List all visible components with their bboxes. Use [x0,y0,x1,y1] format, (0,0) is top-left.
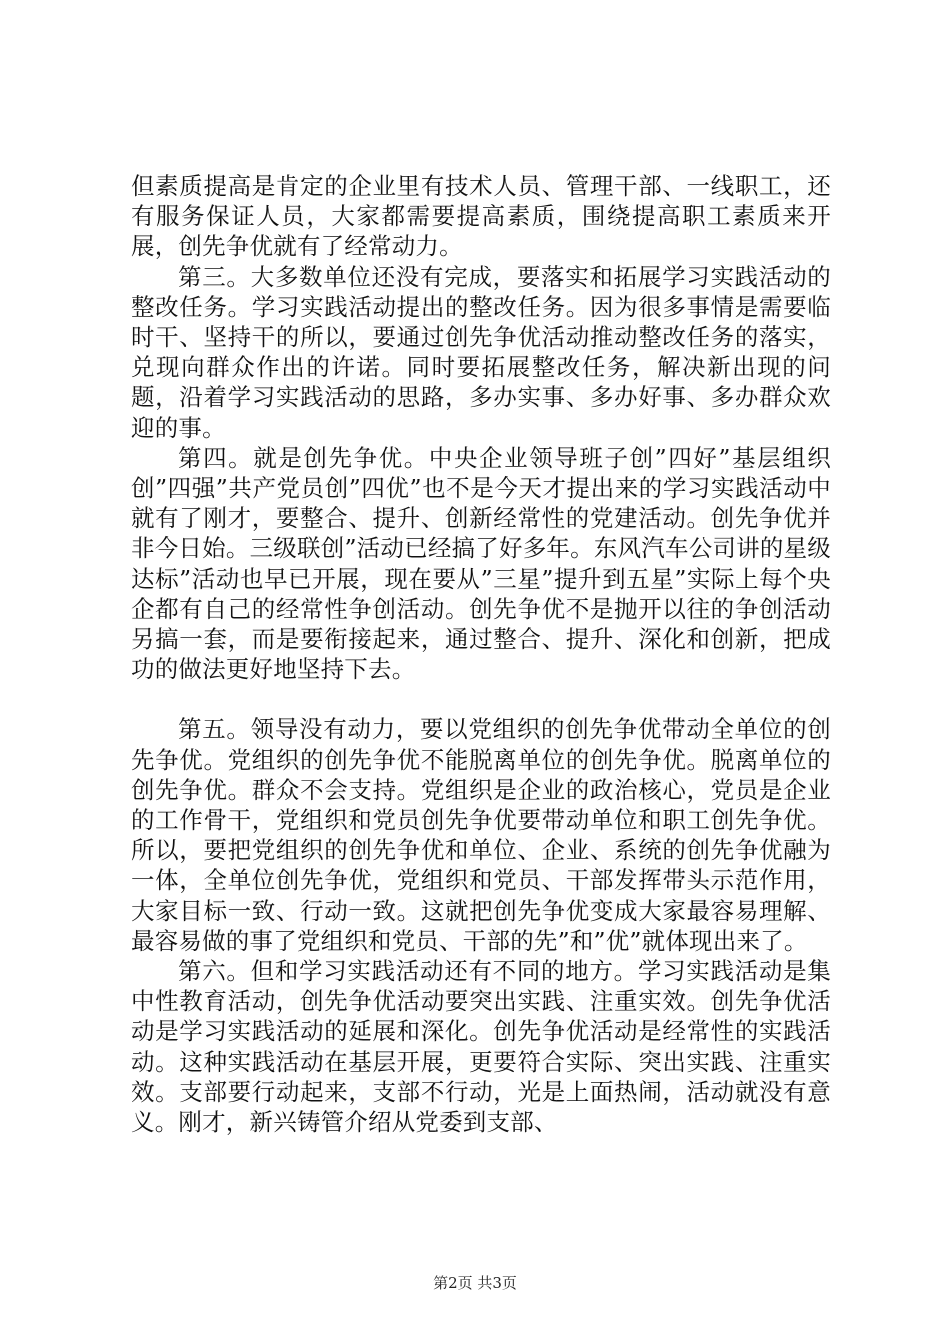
paragraph-third-point: 第三。大多数单位还没有完成，要落实和拓展学习实践活动的整改任务。学习实践活动提出的整改任务。因为很多事情是需要临时干、坚持干的所以，要通过创先争优活动推动整改任务的落实，兑现向群众作出的许诺。同时要拓展整改任务，解决新出现的问题，沿着学习实践活动的思路，多办实事、多办好事、多办群众欢迎的事。 [131,262,831,442]
document-body [131,171,831,1137]
page-number-footer: 第2页 共3页 [433,1274,517,1292]
paragraph-continuation: 但素质提高是肯定的企业里有技术人员、管理干部、一线职工，还有服务保证人员，大家都需要提高素质，围绕提高职工素质来开展，创先争优就有了经常动力。 [131,172,831,261]
paragraph-spacer [131,684,831,714]
paragraph-fifth-point: 第五。领导没有动力，要以党组织的创先争优带动全单位的创先争优。党组织的创先争优不能脱离单位的创先争优。脱离单位的创先争优。群众不会支持。党组织是企业的政治核心，党员是企业的工作骨干，党组织和党员创先争优要带动单位和职工创先争优。所以，要把党组织的创先争优和单位、企业、系统的创先争优融为一体，全单位创先争优，党组织和党员、干部发挥带头示范作用，大家目标一致、行动一致。这就把创先争优变成大家最容易理解、最容易做的事了党组织和党员、干部的先”和”优”就体现出来了。 [131,715,831,955]
paragraph-fourth-point: 第四。就是创先争优。中央企业领导班子创”四好”基层组织创”四强”共产党员创”四优”也不是今天才提出来的学习实践活动中就有了刚才，要整合、提升、创新经常性的党建活动。创先争优并非今日始。三级联创”活动已经搞了好多年。东风汽车公司讲的星级达标”活动也早已开展，现在要从”三星”提升到五星”实际上每个央企都有自己的经常性争创活动。创先争优不是抛开以往的争创活动另搞一套，而是要衔接起来，通过整合、提升、深化和创新，把成功的做法更好地坚持下去。 [131,443,831,684]
paragraph-sixth-point: 第六。但和学习实践活动还有不同的地方。学习实践活动是集中性教育活动，创先争优活动要突出实践、注重实效。创先争优活动是学习实践活动的延展和深化。创先争优活动是经常性的实践活动。这种实践活动在基层开展，更要符合实际、突出实践、注重实效。支部要行动起来，支部不行动，光是上面热闹，活动就没有意义。刚才，新兴铸管介绍从党委到支部、 [131,957,831,1137]
